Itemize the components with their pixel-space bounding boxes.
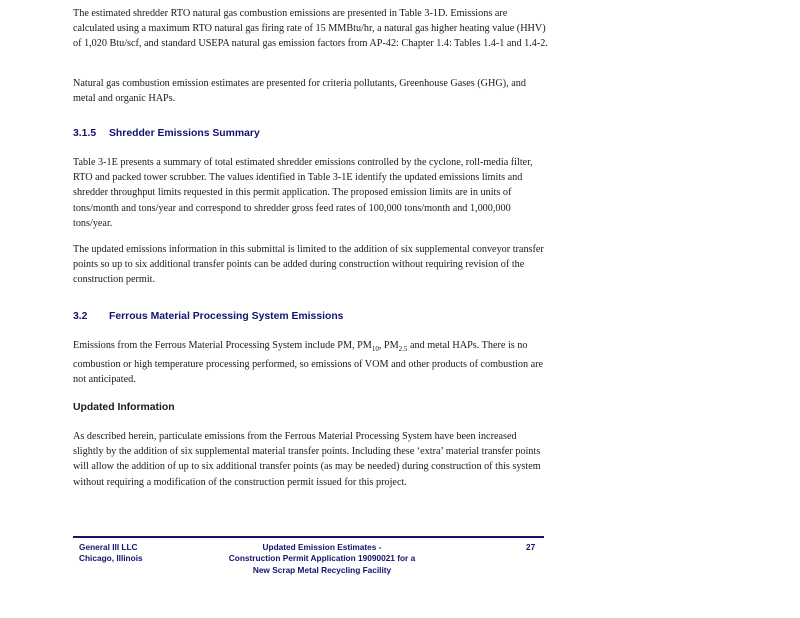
paragraph-updated-information: As described herein, particulate emissions from the Ferrous Material Processing System have been increased slightly by the addition of six supplemental material transfer points. Including these ‘extra’ material transfer points will allow the addition of up to six additional transfer points (as may be needed) during construction of this system without requiring a modification of the construction permit issued for this project. xyxy=(73,431,541,488)
subscript-pm25: 2.5 xyxy=(398,345,408,354)
section-number: 3.2 xyxy=(73,311,88,322)
paragraph-ferrous-emissions xyxy=(73,338,548,388)
paragraph-shredder-summary: Table 3-1E presents a summary of total estimated shredder emissions controlled by the cyclone, roll-media filter, RTO and packed tower scrubber. The values identified in Table 3-1E identify the updated emissions limits and shredder throughput limits requested in this permit application. The proposed emission limits are in units of tons/month and tons/year and correspond to shredder gross feed rates of 100,000 tons/month and 1,000,000 tons/year. xyxy=(73,157,533,229)
text-run: Emissions from the Ferrous Material Processing System include PM, PM xyxy=(73,340,372,351)
section-heading-3-1-5 xyxy=(73,128,260,139)
footer-title-line: New Scrap Metal Recycling Facility xyxy=(252,564,392,575)
footer-company-block xyxy=(79,542,143,565)
paragraph-updated-emissions: The updated emissions information in this submittal is limited to the addition of six supplemental conveyor transfer points so up to six additional transfer points can be added during construction without requiring revision of the construction permit. xyxy=(73,244,544,286)
paragraph-rto-emissions: The estimated shredder RTO natural gas combustion emissions are presented in Table 3-1D. Emissions are calculated using a maximum RTO natural gas firing rate of 15 MMBtu/hr, a natural gas higher heating value (HHV) of 1,020 Btu/scf, and standard USEPA natural gas emission factors from AP-42: Chapter 1.4: Tables 1.4-1 and 1.4-2. xyxy=(73,8,548,50)
footer-location: Chicago, Illinois xyxy=(79,553,143,564)
section-heading-updated-information: Updated Information xyxy=(73,402,175,413)
section-heading-3-2 xyxy=(73,311,343,322)
text-run: and metal HAPs. There is no combustion or high temperature processing performed, so emissions of VOM and other products of combustion are not anticipated. xyxy=(73,340,544,386)
section-title: Ferrous Material Processing System Emissions xyxy=(109,311,344,322)
text-run: , PM xyxy=(378,340,399,351)
footer-title-line: Updated Emission Estimates - xyxy=(262,542,382,552)
section-title: Shredder Emissions Summary xyxy=(109,128,260,139)
footer-title-line: Construction Permit Application 19090021 for a xyxy=(228,553,416,564)
subscript-pm10: 10 xyxy=(371,345,379,354)
footer-document-title xyxy=(212,542,432,576)
paragraph-combustion-estimates: Natural gas combustion emission estimates are presented for criteria pollutants, Greenhouse Gases (GHG), and metal and organic HAPs. xyxy=(73,78,526,105)
page-number: 27 xyxy=(526,542,536,552)
footer-company: General III LLC xyxy=(79,542,138,552)
section-number: 3.1.5 xyxy=(73,128,97,139)
footer-divider xyxy=(73,536,544,538)
